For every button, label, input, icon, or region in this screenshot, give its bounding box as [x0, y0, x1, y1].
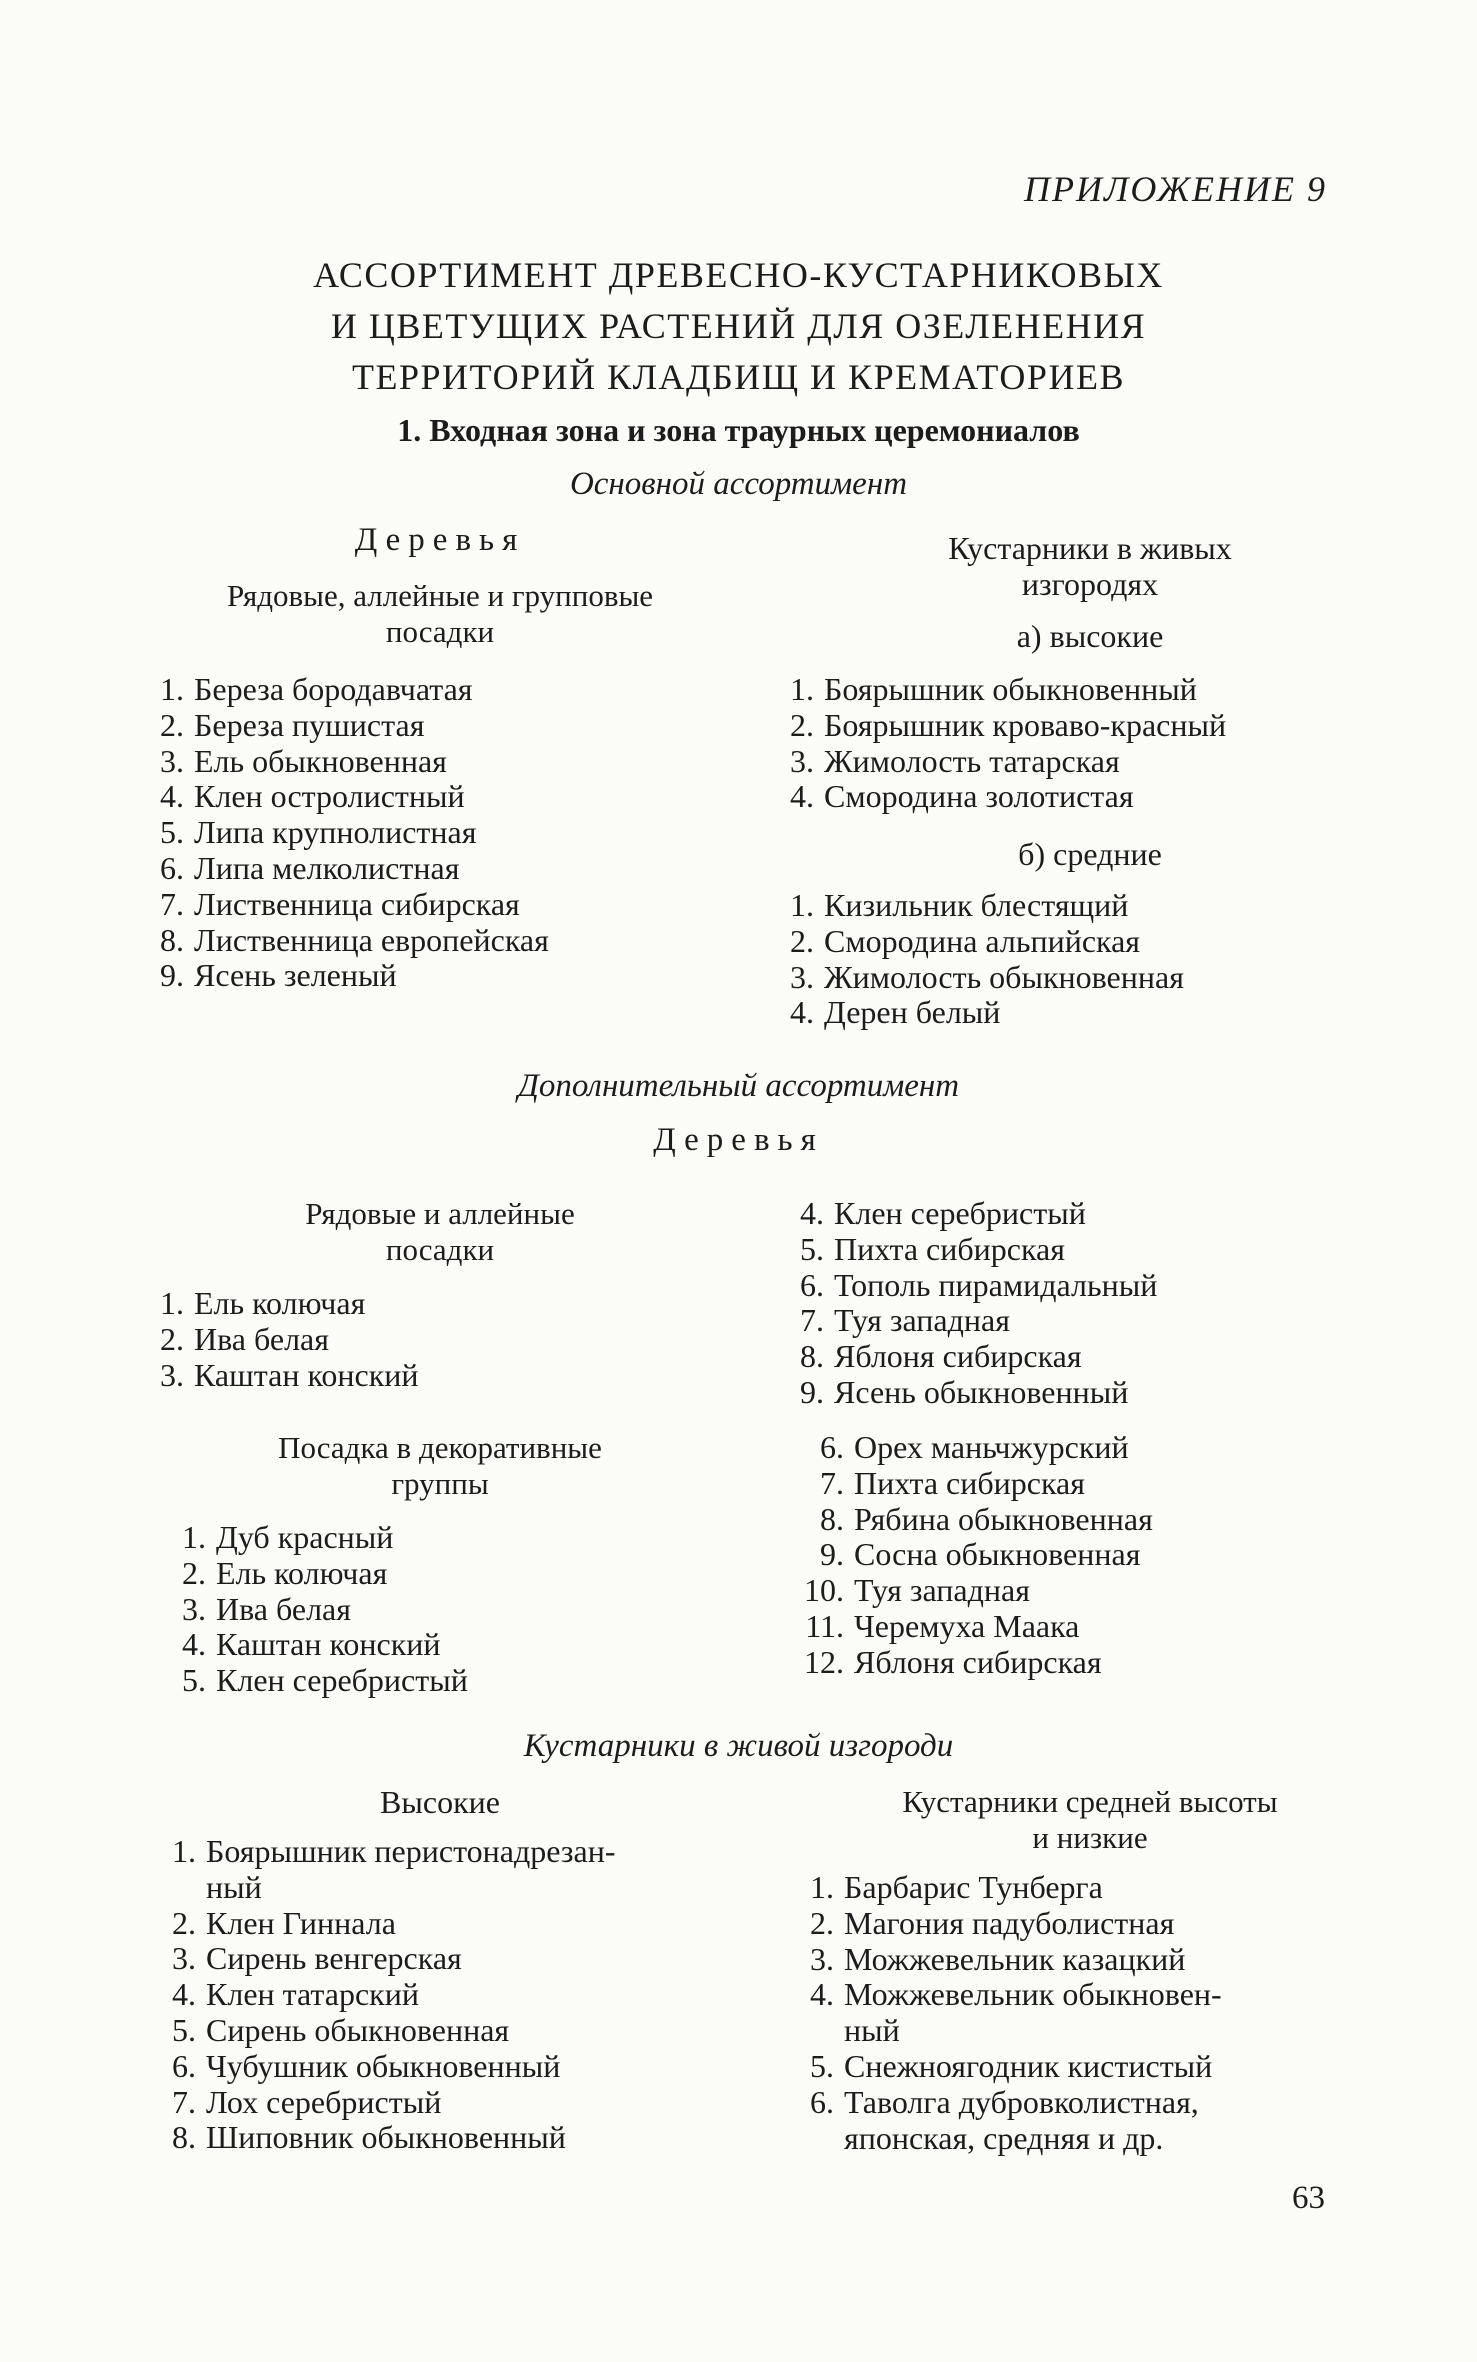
item-name: Таволга дубровколистная, — [844, 2083, 1199, 2120]
list-item — [800, 1942, 1222, 1978]
item-number — [800, 2121, 834, 2157]
item-number: 4. — [172, 1976, 196, 2013]
list-item — [790, 1537, 1153, 1573]
item-name: Липа мелколистная — [194, 849, 460, 886]
list-item — [162, 2120, 615, 2156]
list-item — [780, 708, 1226, 744]
item-number: 12. — [804, 1643, 844, 1680]
additional-assortment-heading: Дополнительный ассортимент — [517, 1068, 960, 1104]
item-name: Каштан конский — [216, 1626, 441, 1663]
item-number: 2. — [790, 706, 814, 743]
item-number: 2. — [790, 922, 814, 959]
item-name: Клен серебристый — [216, 1662, 468, 1699]
list-item — [150, 708, 549, 744]
list-item — [150, 1322, 419, 1358]
item-name: Боярышник перистонадрезан- — [206, 1833, 616, 1869]
list-item — [790, 1502, 1153, 1538]
item-name: Каштан конский — [194, 1356, 419, 1393]
medium-shrubs-heading: б) средние — [1018, 836, 1162, 872]
page-number: 63 — [1292, 2180, 1325, 2216]
hedge-shrubs-heading — [790, 530, 1390, 602]
item-name: Смородина альпийская — [824, 922, 1141, 959]
section-heading: 1. Входная зона и зона траурных церемониалов — [397, 412, 1080, 448]
heading-line: посадки — [385, 1232, 495, 1267]
item-name: Туя западная — [834, 1302, 1010, 1339]
item-name: Яблоня сибирская — [834, 1338, 1082, 1375]
list-item — [800, 2013, 1222, 2049]
list-item — [780, 672, 1226, 708]
item-name: Дуб красный — [216, 1519, 394, 1555]
item-number: 5. — [160, 814, 184, 851]
item-name: Пихта сибирская — [854, 1464, 1085, 1501]
list-item — [162, 1870, 615, 1906]
subheading-line: Рядовые, аллейные и групповые — [226, 578, 654, 613]
heading-line: Кустарники в живых — [948, 530, 1232, 566]
item-name: Клен серебристый — [834, 1195, 1086, 1231]
list-item — [790, 1466, 1153, 1502]
item-number: 2. — [810, 1904, 834, 1941]
item-name: Снежноягодник кистистый — [844, 2047, 1213, 2084]
item-number: 7. — [820, 1464, 844, 1501]
item-name: Шиповник обыкновенный — [206, 2119, 566, 2156]
item-name: Клен татарский — [206, 1976, 419, 2013]
list-item — [780, 888, 1184, 924]
item-number: 3. — [810, 1940, 834, 1977]
item-name: Сирень обыкновенная — [206, 2011, 510, 2048]
item-number: 3. — [790, 958, 814, 995]
list-item — [790, 1196, 1157, 1232]
item-name: Ива белая — [216, 1590, 351, 1627]
item-name: Жимолость татарская — [824, 742, 1120, 779]
list-item — [780, 960, 1184, 996]
list-item — [150, 779, 549, 815]
item-name: Ясень обыкновенный — [834, 1373, 1129, 1410]
item-name: Лох серебристый — [206, 2083, 442, 2120]
list-item — [162, 2013, 615, 2049]
title-line: ТЕРРИТОРИЙ КЛАДБИЩ И КРЕМАТОРИЕВ — [352, 357, 1125, 397]
item-number: 1. — [160, 1285, 184, 1321]
hedge-high-list — [162, 1834, 615, 2156]
additional-trees-heading: Деревья — [653, 1122, 824, 1158]
item-number: 6. — [172, 2047, 196, 2084]
list-item — [162, 1977, 615, 2013]
item-number: 5. — [172, 2011, 196, 2048]
hedge-medium-low-heading — [790, 1784, 1390, 1856]
high-shrubs-heading: а) высокие — [1016, 618, 1164, 654]
item-number: 2. — [160, 1320, 184, 1357]
item-number: 2. — [182, 1554, 206, 1591]
subheading-line: посадки — [385, 614, 495, 649]
item-number: 4. — [182, 1626, 206, 1663]
list-item — [162, 1834, 615, 1870]
item-name: Боярышник кроваво-красный — [824, 706, 1227, 743]
item-number: 3. — [182, 1590, 206, 1627]
list-item — [800, 1977, 1222, 2013]
item-number: 8. — [160, 921, 184, 958]
decorative-groups-heading — [140, 1430, 740, 1502]
row-alley-heading — [140, 1196, 740, 1268]
main-medium-shrubs-list — [780, 888, 1184, 1031]
title-line: И ЦВЕТУЩИХ РАСТЕНИЙ ДЛЯ ОЗЕЛЕНЕНИЯ — [330, 306, 1147, 346]
trees-subheading — [140, 578, 740, 650]
item-name: Боярышник обыкновенный — [824, 671, 1197, 707]
list-item — [150, 958, 549, 994]
item-number: 2. — [172, 1904, 196, 1941]
item-number: 4. — [790, 994, 814, 1031]
heading-line: изгородях — [1021, 566, 1159, 602]
item-number: 10. — [804, 1572, 844, 1609]
heading-line: и низкие — [1032, 1820, 1148, 1855]
item-number: 6. — [160, 849, 184, 886]
item-number: 7. — [172, 2083, 196, 2120]
trees-heading: Деревья — [354, 522, 526, 558]
page-title — [0, 250, 1477, 403]
list-item — [150, 851, 549, 887]
list-item — [172, 1627, 468, 1663]
list-item — [150, 672, 549, 708]
item-name: Лиственница сибирская — [194, 885, 520, 922]
item-name: Ель колючая — [216, 1554, 388, 1591]
item-name: Ясень зеленый — [194, 957, 397, 994]
list-item — [790, 1232, 1157, 1268]
item-name: Черемуха Маака — [854, 1607, 1080, 1644]
item-number: 3. — [172, 1940, 196, 1977]
item-name: Ель обыкновенная — [194, 742, 447, 779]
item-number: 9. — [820, 1536, 844, 1573]
item-name: Яблоня сибирская — [854, 1643, 1102, 1680]
item-name: Дерен белый — [824, 994, 1001, 1031]
item-name: Туя западная — [854, 1572, 1030, 1609]
item-name: Береза пушистая — [194, 706, 425, 743]
item-number: 1. — [182, 1519, 206, 1555]
hedge-high-heading: Высокие — [380, 1784, 500, 1820]
row-alley-list — [150, 1286, 419, 1393]
item-number — [800, 2013, 834, 2049]
item-number: 6. — [800, 1266, 824, 1303]
heading-line: Рядовые и аллейные — [305, 1196, 575, 1231]
item-number: 4. — [800, 1195, 824, 1231]
item-name: Орех маньчжурский — [854, 1429, 1129, 1465]
main-high-shrubs-list — [780, 672, 1226, 815]
list-item — [780, 744, 1226, 780]
item-number: 8. — [820, 1500, 844, 1537]
main-assortment-heading: Основной ассортимент — [569, 466, 908, 502]
list-item — [780, 995, 1184, 1031]
item-number: 6. — [810, 2083, 834, 2120]
item-number: 5. — [810, 2047, 834, 2084]
list-item — [162, 2049, 615, 2085]
list-item — [790, 1303, 1157, 1339]
title-line: АССОРТИМЕНТ ДРЕВЕСНО-КУСТАРНИКОВЫХ — [313, 255, 1164, 295]
list-item — [790, 1375, 1157, 1411]
list-item — [790, 1609, 1153, 1645]
list-item — [150, 744, 549, 780]
item-name: японская, средняя и др. — [844, 2119, 1164, 2156]
list-item — [150, 1286, 419, 1322]
list-item — [172, 1592, 468, 1628]
item-name: Рябина обыкновенная — [854, 1500, 1153, 1537]
item-name: Береза бородавчатая — [194, 671, 473, 707]
item-number: 1. — [790, 671, 814, 707]
item-number: 8. — [172, 2119, 196, 2156]
decorative-groups-list — [172, 1520, 468, 1699]
item-number: 2. — [160, 706, 184, 743]
list-item — [780, 924, 1184, 960]
list-item — [150, 815, 549, 851]
main-trees-list — [150, 672, 549, 994]
item-number: 5. — [800, 1230, 824, 1267]
hedge-medium-low-list — [800, 1870, 1222, 2156]
item-number: 1. — [790, 887, 814, 923]
item-number: 9. — [160, 957, 184, 994]
item-number: 6. — [820, 1429, 844, 1465]
item-name: Сосна обыкновенная — [854, 1536, 1141, 1573]
list-item — [790, 1268, 1157, 1304]
item-name: Чубушник обыкновенный — [206, 2047, 561, 2084]
item-name: Магония падуболистная — [844, 1904, 1175, 1941]
list-item — [150, 923, 549, 959]
row-alley-continued-list — [790, 1196, 1157, 1411]
item-number: 4. — [810, 1976, 834, 2013]
heading-line: Кустарники средней высоты — [902, 1784, 1278, 1819]
list-item — [162, 1941, 615, 1977]
list-item — [150, 1358, 419, 1394]
item-number: 11. — [805, 1607, 844, 1644]
item-number: 1. — [160, 671, 184, 707]
item-number: 7. — [800, 1302, 824, 1339]
list-item — [790, 1339, 1157, 1375]
item-number: 3. — [160, 1356, 184, 1393]
item-number: 1. — [172, 1833, 196, 1869]
item-name: Клен остролистный — [194, 778, 465, 815]
item-number: 4. — [790, 778, 814, 815]
list-item — [790, 1645, 1153, 1681]
item-name: Смородина золотистая — [824, 778, 1134, 815]
item-name: Ива белая — [194, 1320, 329, 1357]
decorative-groups-continued-list — [790, 1430, 1153, 1681]
list-item — [800, 2121, 1222, 2157]
list-item — [162, 2085, 615, 2121]
item-name: Кизильник блестящий — [824, 887, 1129, 923]
item-name: Пихта сибирская — [834, 1230, 1065, 1267]
item-number: 5. — [182, 1662, 206, 1699]
item-name: Можжевельник казацкий — [844, 1940, 1186, 1977]
item-name: Липа крупнолистная — [194, 814, 477, 851]
item-name: Лиственница европейская — [194, 921, 549, 958]
appendix-label: ПРИЛОЖЕНИЕ 9 — [1024, 169, 1327, 209]
list-item — [800, 2085, 1222, 2121]
item-number: 4. — [160, 778, 184, 815]
heading-line: Посадка в декоративные — [278, 1430, 602, 1465]
list-item — [162, 1906, 615, 1942]
list-item — [790, 1430, 1153, 1466]
item-name: Ель колючая — [194, 1285, 366, 1321]
item-number: 9. — [800, 1373, 824, 1410]
item-name: ный — [206, 1868, 262, 1905]
list-item — [800, 1906, 1222, 1942]
heading-line: группы — [391, 1466, 489, 1501]
list-item — [780, 779, 1226, 815]
item-name: Клен Гиннала — [206, 1904, 396, 1941]
item-name: Жимолость обыкновенная — [824, 958, 1184, 995]
item-number: 1. — [810, 1869, 834, 1905]
list-item — [172, 1663, 468, 1699]
list-item — [150, 887, 549, 923]
item-number — [162, 1870, 196, 1906]
list-item — [790, 1573, 1153, 1609]
item-number: 3. — [160, 742, 184, 779]
item-name: Сирень венгерская — [206, 1940, 462, 1977]
item-number: 8. — [800, 1338, 824, 1375]
item-name: Тополь пирамидальный — [834, 1266, 1158, 1303]
item-number: 3. — [790, 742, 814, 779]
item-name: ный — [844, 2012, 900, 2049]
list-item — [800, 2049, 1222, 2085]
item-number: 7. — [160, 885, 184, 922]
item-name: Барбарис Тунберга — [844, 1869, 1103, 1905]
hedge-heading: Кустарники в живой изгороди — [523, 1728, 954, 1764]
list-item — [172, 1520, 468, 1556]
list-item — [800, 1870, 1222, 1906]
list-item — [172, 1556, 468, 1592]
item-name: Можжевельник обыкновен- — [844, 1976, 1222, 2013]
